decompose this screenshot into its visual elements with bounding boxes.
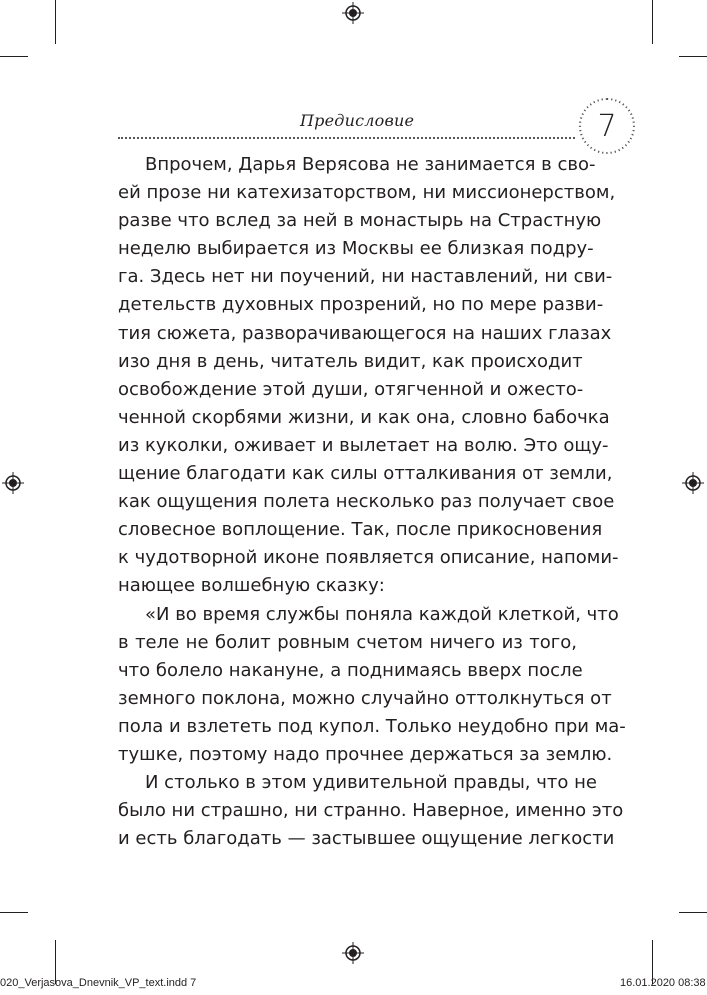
text-line: было ни страшно, ни странно. Наверное, именно это [118,800,624,822]
crop-mark-left-top [0,56,28,57]
page-number: 7 [597,108,617,144]
header-dotted-rule [118,137,575,139]
text-line: к чудотворной иконе появляется описание, напоми- [118,547,619,569]
text-line: земного поклона, можно случайно оттолкнуться от [118,687,612,709]
running-header-title: Предисловие [300,111,415,130]
text-line: детельств духовных прозрений, но по мере разви- [118,294,604,316]
text-line: разве что вслед за ней в монастырь на Страстную [118,210,602,232]
registration-mark-bottom-icon [342,942,364,964]
text-line: тушке, поэтому надо прочнее держаться за землю. [118,743,613,765]
text-line: «И во время службы поняла каждой клеткой, что [145,603,619,625]
crop-mark-left-bottom [0,912,28,913]
text-line: освобождение этой души, отягченной и ожесто- [118,378,584,400]
text-line: щение благодати как силы отталкивания от земли, [118,463,613,485]
text-line: ченной скорбями жизни, и как она, словно бабочка [118,406,610,428]
slug-file-name: 020_Verjasova_Dnevnik_VP_text.indd 7 [0,977,197,989]
text-line: словесное воплощение. Так, после прикосновения [118,519,603,541]
registration-mark-top-icon [342,2,364,24]
text-line: И столько в этом удивительной правды, что не [145,772,597,794]
text-line: тия сюжета, разворачивающегося на наших глазах [118,322,612,344]
text-line: га. Здесь нет ни поучений, ни наставлений, ни сви- [118,266,613,288]
text-line: ей прозе ни катехизаторством, ни миссионерством, [118,182,616,204]
text-line: в теле не болит ровным счетом ничего из того, [118,631,577,653]
body-text [118,151,626,853]
crop-mark-top-left [55,0,56,44]
text-line: как ощущения полета несколько раз получает свое [118,491,615,513]
text-line: что болело накануне, а поднимаясь вверх после [118,659,583,681]
slug-date-time: 16.01.2020 08:38 [620,977,706,989]
text-line: пола и взлететь под купол. Только неудобно при ма- [118,715,626,737]
text-line: нающее волшебную сказку: [118,575,385,597]
crop-mark-right-bottom [679,912,707,913]
crop-mark-right-top [679,56,707,57]
registration-mark-left-icon [2,472,24,494]
text-line: из куколки, оживает и вылетает на волю. Это ощу- [118,434,609,456]
crop-mark-top-right [652,0,653,44]
text-line: Впрочем, Дарья Верясова не занимается в сво- [145,154,596,175]
text-line: и есть благодать — застывшее ощущение легкости [118,828,615,850]
text-line: неделю выбирается из Москвы ее близкая подру- [118,238,594,260]
text-line: изо дня в день, читатель видит, как происходит [118,350,583,372]
registration-mark-right-icon [682,472,704,494]
